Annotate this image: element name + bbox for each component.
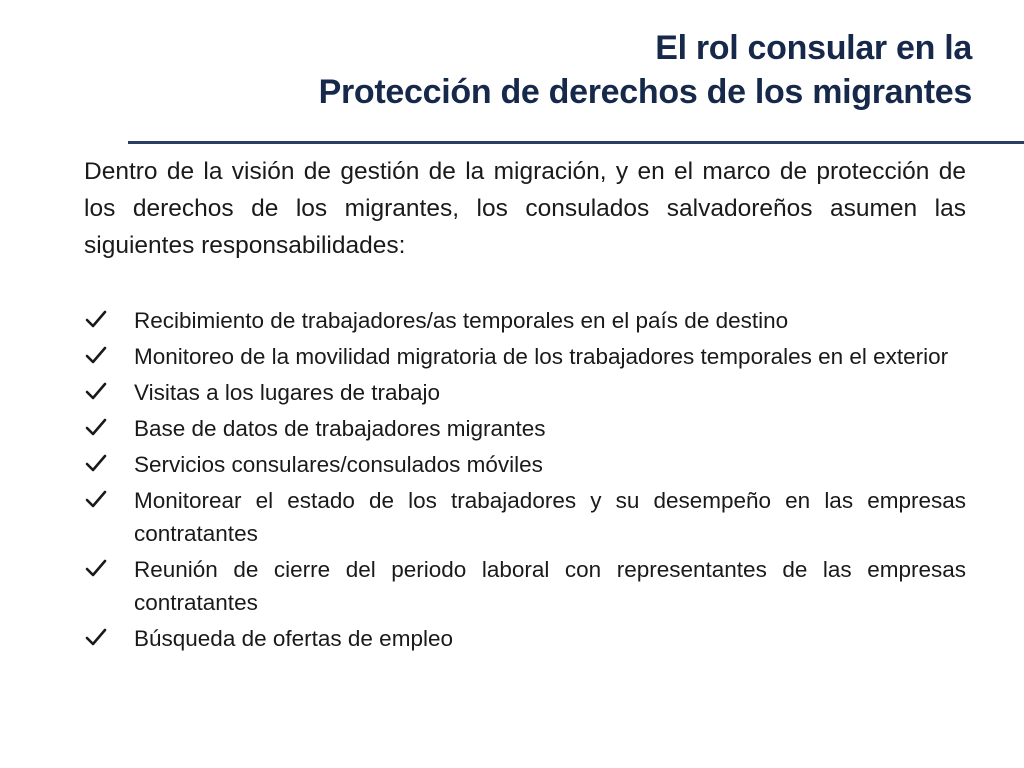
list-item: [84, 448, 966, 481]
list-item-text: Recibimiento de trabajadores/as temporales en el país de destino: [134, 308, 789, 333]
list-item-text: Monitorear el estado de los trabajadores y su desempeño en las empresas contratantes: [134, 488, 966, 546]
list-item: [84, 304, 966, 337]
list-item: [84, 622, 966, 655]
list-item-text: Reunión de cierre del periodo laboral con representantes de las empresas contratantes: [134, 557, 966, 615]
check-icon: [84, 487, 108, 511]
intro-paragraph: Dentro de la visión de gestión de la migración, y en el marco de protección de los derechos de los migrantes, los consulados salvadoreños asumen las siguientes responsabilidades:: [84, 158, 966, 259]
check-icon: [84, 343, 108, 367]
list-item-text: Base de datos de trabajadores migrantes: [134, 416, 546, 441]
list-item: [84, 553, 966, 619]
check-icon: [84, 451, 108, 475]
list-item-text: Búsqueda de ofertas de empleo: [134, 626, 453, 651]
list-item-text: Visitas a los lugares de trabajo: [134, 380, 441, 405]
list-item: [84, 340, 966, 373]
list-item: [84, 484, 966, 550]
list-item: [84, 376, 966, 409]
list-item: [84, 412, 966, 445]
check-icon: [84, 625, 108, 649]
check-icon: [84, 556, 108, 580]
title-line-2: Protección de derechos de los migrantes: [318, 73, 972, 111]
list-item-text: Monitoreo de la movilidad migratoria de los trabajadores temporales en el exterior: [134, 344, 949, 369]
list-item-text: Servicios consulares/consulados móviles: [134, 452, 543, 477]
check-icon: [84, 307, 108, 331]
title-line-1: El rol consular en la: [655, 29, 972, 67]
responsibilities-list: [84, 304, 966, 658]
slide-title: [319, 26, 972, 114]
check-icon: [84, 379, 108, 403]
title-divider: [128, 141, 1024, 144]
check-icon: [84, 415, 108, 439]
